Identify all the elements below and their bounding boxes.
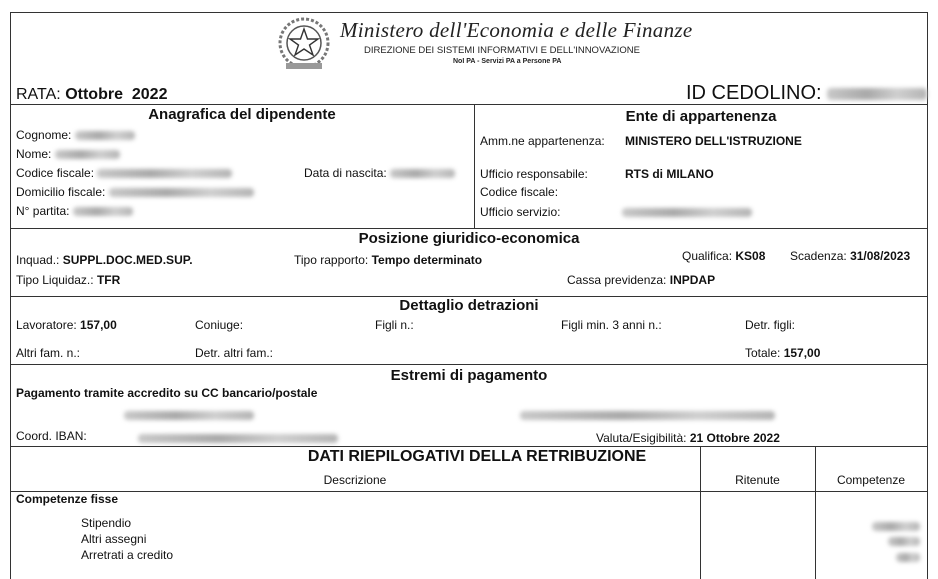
divider	[10, 491, 928, 492]
bank-address	[520, 408, 775, 422]
header-logo	[276, 16, 693, 72]
divider	[10, 446, 928, 447]
competenze-value	[888, 534, 920, 548]
table-row: Altri assegni	[81, 532, 147, 546]
ufficio-resp-value: RTS di MILANO	[625, 167, 714, 181]
column-header-competenze: Competenze	[836, 473, 906, 487]
coniuge-field: Coniuge:	[195, 318, 244, 332]
figli-min-field: Figli min. 3 anni n.:	[561, 318, 662, 332]
rata-label: RATA:	[16, 86, 61, 103]
scadenza-field: Scadenza: 31/08/2023	[790, 249, 911, 263]
riepilogo-title: DATI RIEPILOGATIVI DELLA RETRIBUZIONE	[307, 448, 647, 465]
posizione-title: Posizione giuridico-economica	[358, 230, 580, 247]
iban-value	[138, 431, 338, 445]
detr-figli-field: Detr. figli:	[745, 318, 796, 332]
direction-name: DIREZIONE DEI SISTEMI INFORMATIVI E DELL'INNOVAZIONE	[364, 45, 640, 56]
group-competenze-fisse: Competenze fisse	[16, 492, 119, 506]
rata-month: Ottobre	[65, 86, 123, 103]
rata	[16, 86, 167, 104]
divider	[10, 104, 928, 105]
competenze-value	[872, 519, 920, 533]
ufficio-resp-label: Ufficio responsabile:	[480, 167, 588, 181]
domicilio-field: Domicilio fiscale:	[16, 185, 254, 199]
service-name: NoI PA - Servizi PA a Persone PA	[453, 58, 562, 65]
ente-codice-fiscale-label: Codice fiscale:	[480, 185, 559, 199]
altri-fam-field: Altri fam. n.:	[16, 346, 81, 360]
cognome-field: Cognome:	[16, 128, 135, 142]
tipo-rapporto-field: Tipo rapporto: Tempo determinato	[294, 253, 483, 267]
figli-field: Figli n.:	[375, 318, 414, 332]
italian-republic-emblem-icon	[276, 17, 332, 71]
totale-field: Totale: 157,00	[745, 346, 821, 360]
data-nascita-field: Data di nascita:	[304, 166, 455, 180]
inquad-field: Inquad.: SUPPL.DOC.MED.SUP.	[16, 253, 193, 267]
id-cedolino-label: ID CEDOLINO:	[686, 82, 822, 104]
partita-field: N° partita:	[16, 204, 133, 218]
qualifica-field: Qualifica: KS08	[682, 249, 766, 263]
detrazioni-title: Dettaglio detrazioni	[399, 297, 539, 314]
bank-name	[124, 408, 254, 422]
metodo-pagamento: Pagamento tramite accredito su CC bancario/postale	[16, 386, 318, 400]
ministry-name: Ministero dell'Economia e delle Finanze	[340, 18, 693, 42]
cassa-field: Cassa previdenza: INPDAP	[567, 273, 716, 287]
iban-label: Coord. IBAN:	[16, 429, 87, 443]
id-cedolino-value	[827, 88, 927, 100]
amm-value: MINISTERO DELL'ISTRUZIONE	[625, 134, 802, 148]
divider	[10, 364, 928, 365]
nome-field: Nome:	[16, 147, 120, 161]
detr-altri-field: Detr. altri fam.:	[195, 346, 274, 360]
rata-year: 2022	[131, 86, 168, 103]
column-header-ritenute: Ritenute	[735, 473, 780, 487]
ufficio-servizio-label: Ufficio servizio:	[480, 205, 561, 219]
ufficio-servizio-value	[622, 205, 752, 219]
tipo-liquidaz-field: Tipo Liquidaz.: TFR	[16, 273, 121, 287]
pagamento-title: Estremi di pagamento	[390, 367, 548, 384]
valuta-field: Valuta/Esigibilità: 21 Ottobre 2022	[596, 431, 780, 445]
lavoratore-field: Lavoratore: 157,00	[16, 318, 117, 332]
competenze-value	[896, 550, 920, 564]
table-row: Arretrati a credito	[81, 548, 174, 562]
column-header-descrizione: Descrizione	[323, 473, 387, 487]
frame-top	[10, 12, 928, 13]
table-row: Stipendio	[81, 516, 132, 530]
ente-title: Ente di appartenenza	[625, 108, 777, 125]
id-cedolino	[686, 82, 927, 105]
amm-label: Amm.ne appartenenza:	[480, 134, 605, 148]
codice-fiscale-field: Codice fiscale:	[16, 166, 232, 180]
anagrafica-title: Anagrafica del dipendente	[148, 106, 336, 123]
divider	[10, 228, 928, 229]
